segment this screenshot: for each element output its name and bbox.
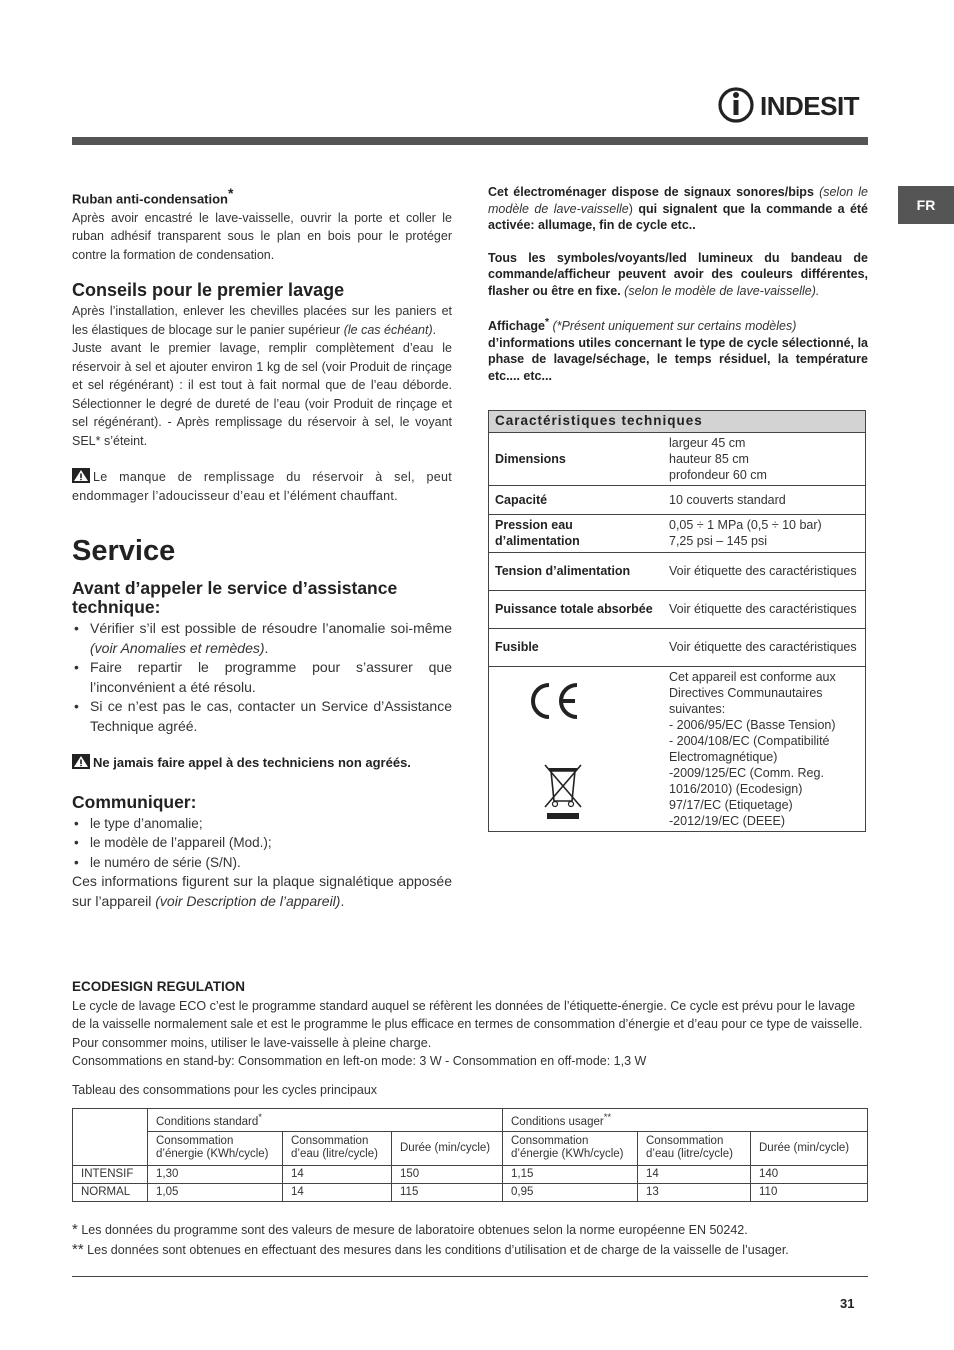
- communiquer-list: [72, 814, 452, 873]
- page-number: 31: [840, 1296, 855, 1311]
- table-row: Pression eau d’alimentation 0,05 ÷ 1 MPa (0,5 ÷ 10 bar) 7,25 psi – 145 psi: [489, 514, 866, 552]
- indesit-logo: [718, 84, 870, 126]
- left-column: [72, 184, 452, 911]
- service-heading: Service: [72, 535, 176, 568]
- display-paragraph: Affichage* (*Présent uniquement sur certains modèles) d’informations utiles concernant le type de cycle sélectionné, la phase de lavage/séchage, le temps résiduel, la température etc.... etc...: [488, 317, 868, 383]
- table-row: INTENSIF 1,30 14 150 1,15 14 140: [73, 1165, 868, 1183]
- ce-mark-icon: [525, 679, 585, 723]
- standby-text: Consommations en stand-by: Consommation en left-on mode: 3 W - Consommation en off-mode: 1,3 W: [72, 1054, 647, 1068]
- footnote-1: * Les données du programme sont des valeurs de mesure de laboratoire obtenues selon la norme européenne EN 50242.: [72, 1221, 748, 1238]
- table-row: Consommation d’énergie (KWh/cycle) Consommation d’eau (litre/cycle) Durée (min/cycle) Consommation d’énergie (KWh/cycle) Consommation d’eau (litre/cycle) Durée (min/cycle): [73, 1131, 868, 1165]
- footer-divider: [72, 1276, 868, 1277]
- warning-icon: [72, 468, 90, 483]
- ecodesign-text: Le cycle de lavage ECO c’est le programme standard auquel se réfèrent les données de l’étiquette-énergie. Ce cycle est prévu pour le lavage de la vaisselle normalement sale et est le programme le plus efficace en termes de consommation d’énergie et d’eau pour ce type de vaisselle. Pour consommer moins, utiliser le lave-vaisselle à pleine charge.: [72, 998, 863, 1050]
- table-row: Conditions standard* Conditions usager**: [73, 1109, 868, 1132]
- right-column: [488, 184, 868, 832]
- signals-paragraph: Cet électroménager dispose de signaux sonores/bips (selon le modèle de lave-vaisselle) qui signalent que la commande a été activée: allumage, fin de cycle etc..: [488, 185, 869, 232]
- communiquer-heading: Communiquer:: [72, 791, 197, 812]
- salt-warning: Le manque de remplissage du réservoir à sel, peut endommager l’adoucisseur d’eau et l’élément chauffant.: [72, 470, 452, 503]
- table-row: Puissance totale absorbée Voir étiquette des caractéristiques: [489, 590, 866, 628]
- table-row: Cet appareil est conforme aux Directives Communautaires suivantes: - 2006/95/EC (Basse Tension) - 2004/108/EC (Compatibilité Electromagnétique) -2009/125/EC (Comm. Reg. 1016/2010) (Ecodesign) 97/17/EC (Etiquetage) -2012/19/EC (DEEE): [489, 666, 866, 831]
- ruban-text: Après avoir encastré le lave-vaisselle, ouvrir la porte et coller le ruban adhésif transparent sous le plan en bois pour le protéger contre la formation de condensation.: [72, 210, 452, 262]
- list-item: • le modèle de l’appareil (Mod.);: [72, 833, 452, 853]
- conseils-paragraph-1: Après l’installation, enlever les chevilles placées sur les paniers et les élastiques de blocage sur le panier supérieur (le cas échéant).: [72, 304, 452, 337]
- list-item: • Faire repartir le programme pour s’assurer que l’inconvénient a été résolu.: [72, 658, 452, 697]
- ruban-title: Ruban anti-condensation*: [72, 185, 234, 207]
- table-row: Fusible Voir étiquette des caractéristiques: [489, 628, 866, 666]
- language-tab: FR: [898, 186, 954, 224]
- list-item: • Si ce n’est pas le cas, contacter un Service d’Assistance Technique agréé.: [72, 697, 452, 736]
- consumption-table: [72, 1108, 868, 1202]
- list-item: • le type d’anomalie;: [72, 814, 452, 834]
- table-row: Dimensions largeur 45 cm hauteur 85 cm profondeur 60 cm: [489, 432, 866, 485]
- table-row: Tension d’alimentation Voir étiquette des caractéristiques: [489, 552, 866, 590]
- svg-text:INDESIT: INDESIT: [760, 91, 860, 121]
- footnotes: [72, 1220, 868, 1260]
- table-caption: Tableau des consommations pour les cycles principaux: [72, 1082, 378, 1097]
- conseils-paragraph-2: Juste avant le premier lavage, remplir complètement d’eau le réservoir à sel et ajouter environ 1 kg de sel (voir Produit de rinçage et sel régénérant) : il est tout à fait normal que de l’eau déborde. Sélectionner le degré de dureté de l’eau (voir Produit de rinçage et sel régénérant). - Après remplissage du réservoir à sel, le voyant SEL* s’éteint.: [72, 341, 452, 448]
- warning-icon: [72, 754, 90, 769]
- technical-specs-table: [488, 410, 866, 832]
- footnote-2: ** Les données sont obtenues en effectuant des mesures dans les conditions d’utilisation et de charge de la vaisselle de l’usager.: [72, 1241, 789, 1258]
- communiquer-text: Ces informations figurent sur la plaque signalétique apposée sur l’appareil (voir Description de l’appareil).: [72, 873, 452, 909]
- ecodesign-section: [72, 978, 868, 1202]
- table-row: NORMAL 1,05 14 115 0,95 13 110: [73, 1183, 868, 1201]
- weee-crossed-bin-icon: [541, 761, 585, 821]
- avant-list: [72, 619, 452, 736]
- symbols-paragraph: Tous les symboles/voyants/led lumineux du bandeau de commande/afficheur peuvent avoir des couleurs différentes, flasher ou être en fixe. (selon le modèle de lave-vaisselle).: [488, 250, 868, 298]
- header-divider-bar: [72, 137, 868, 145]
- table-row: Capacité 10 couverts standard: [489, 485, 866, 514]
- ecodesign-heading: ECODESIGN REGULATION: [72, 979, 246, 994]
- specs-title: Caractéristiques techniques: [489, 411, 866, 433]
- list-item: • le numéro de série (S/N).: [72, 853, 452, 873]
- conseils-heading: Conseils pour le premier lavage: [72, 280, 345, 301]
- avant-heading: Avant d’appeler le service d’assistance technique:: [72, 578, 398, 618]
- technician-warning: Ne jamais faire appel à des techniciens non agréés.: [72, 754, 452, 773]
- list-item: • Vérifier s’il est possible de résoudre l’anomalie soi-même (voir Anomalies et remèdes).: [72, 619, 452, 658]
